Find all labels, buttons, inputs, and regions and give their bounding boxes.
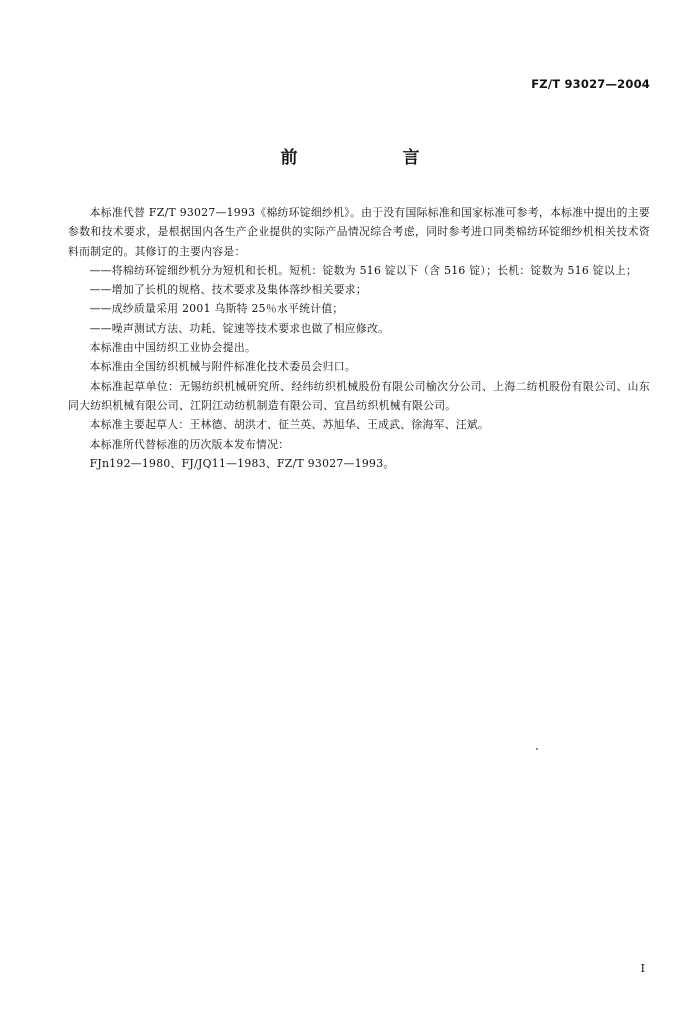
standard-code: FZ/T 93027—2004 (531, 77, 650, 91)
page-title: 前 言 (280, 148, 464, 168)
paragraph-history-heading: 本标准所代替标准的历次版本发布情况： (89, 437, 290, 451)
paragraph-proposer: 本标准由中国纺织工业协会提出。 (89, 341, 257, 355)
foreword-body (68, 203, 650, 473)
revision-item-yarn-quality: ——成纱质量采用 2001 乌斯特 25％水平统计值； (89, 302, 344, 316)
scan-speck (536, 748, 538, 750)
paragraph-intro: 本标准代替 FZ/T 93027—1993《棉纺环锭细纱机》。由于没有国际标准和国家标准可参考，本标准中提出的主要参数和技术要求，是根据国内各生产企业提供的实际产品情况综合考虑，同时参考进口同类棉纺环锭细纱机相关技术资料而制定的。其修订的主要内容是： (68, 206, 650, 258)
revision-item-classification: ——将棉纺环锭细纱机分为短机和长机。短机：锭数为 516 锭以下（含 516 锭）；长机：锭数为 516 锭以上； (89, 263, 638, 277)
paragraph-history-list: FJn192—1980、FJ/JQ11—1983、FZ/T 93027—1993。 (89, 456, 395, 470)
revision-item-noise-test: ——噪声测试方法、功耗、锭速等技术要求也做了相应修改。 (89, 321, 390, 335)
paragraph-drafting-units: 本标准起草单位：无锡纺织机械研究所、经纬纺织机械股份有限公司榆次分公司、上海二纺机股份有限公司、山东同大纺织机械有限公司、江阴江动纺机制造有限公司、宜昌纺织机械有限公司。 (68, 379, 650, 412)
paragraph-drafters: 本标准主要起草人：王林德、胡洪才、征兰英、苏旭华、王成武、徐海军、汪斌。 (89, 418, 490, 432)
page-number: I (640, 962, 645, 975)
revision-item-long-machine: ——增加了长机的规格、技术要求及集体落纱相关要求； (89, 283, 367, 297)
paragraph-committee: 本标准由全国纺织机械与附件标准化技术委员会归口。 (89, 360, 356, 374)
